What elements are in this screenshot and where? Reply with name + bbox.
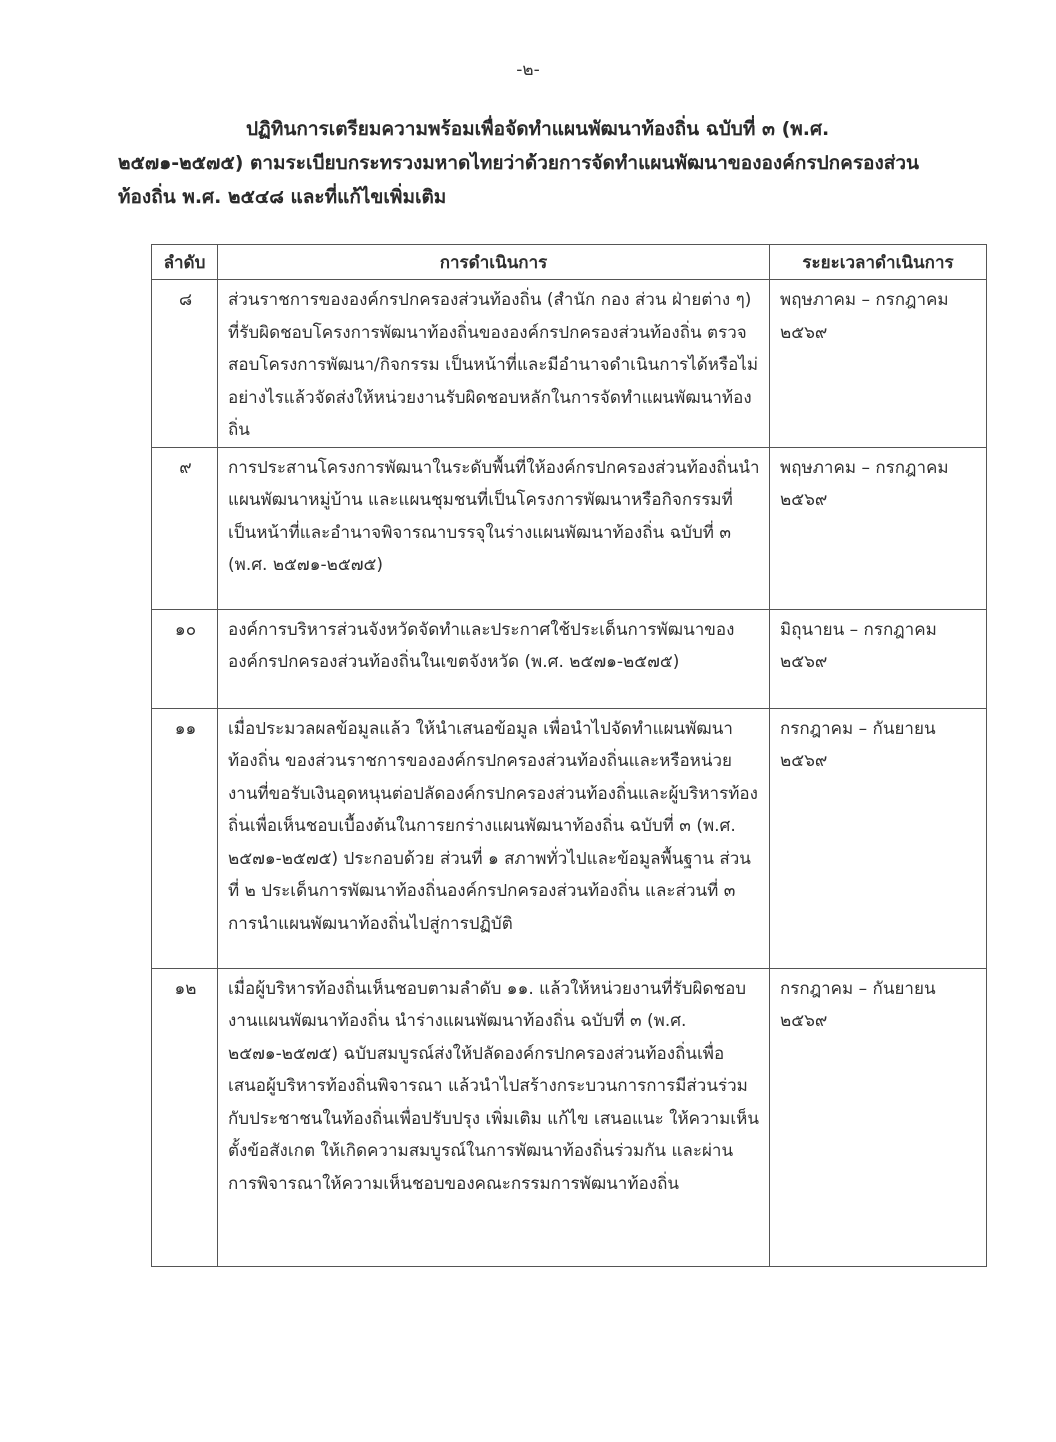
table-row bbox=[152, 708, 987, 968]
row-activity: การประสานโครงการพัฒนาในระดับพื้นที่ให้องค์กรปกครองส่วนท้องถิ่นนำแผนพัฒนาหมู่บ้าน และแผนชุมชนที่เป็นโครงการพัฒนาหรือกิจกรรมที่เป็นหน้าที่และอำนาจพิจารณาบรรจุในร่างแผนพัฒนาท้องถิ่น ฉบับที่ ๓ (พ.ศ. ๒๕๗๑-๒๕๗๕) bbox=[218, 447, 770, 609]
header-no: ลำดับ bbox=[152, 245, 218, 280]
row-period: มิถุนายน – กรกฎาคม ๒๕๖๙ bbox=[770, 609, 987, 708]
page-number: -๒- bbox=[516, 60, 540, 80]
header-period: ระยะเวลาดำเนินการ bbox=[770, 245, 987, 280]
table-row bbox=[152, 609, 987, 708]
row-number: ๑๐ bbox=[152, 609, 218, 708]
row-period: พฤษภาคม – กรกฎาคม ๒๕๖๙ bbox=[770, 447, 987, 609]
row-number: ๑๑ bbox=[152, 708, 218, 968]
row-activity: เมื่อประมวลผลข้อมูลแล้ว ให้นำเสนอข้อมูล เพื่อนำไปจัดทำแผนพัฒนาท้องถิ่น ของส่วนราชการขององค์กรปกครองส่วนท้องถิ่นและหรือหน่วยงานที่ขอรับเงินอุดหนุนต่อปลัดองค์กรปกครองส่วนท้องถิ่นและผู้บริหารท้องถิ่นเพื่อเห็นชอบเบื้องต้นในการยกร่างแผนพัฒนาท้องถิ่น ฉบับที่ ๓ (พ.ศ. ๒๕๗๑-๒๕๗๕) ประกอบด้วย ส่วนที่ ๑ สภาพทั่วไปและข้อมูลพื้นฐาน ส่วนที่ ๒ ประเด็นการพัฒนาท้องถิ่นองค์กรปกครองส่วนท้องถิ่น และส่วนที่ ๓ การนำแผนพัฒนาท้องถิ่นไปสู่การปฏิบัติ bbox=[218, 708, 770, 968]
header-activity: การดำเนินการ bbox=[218, 245, 770, 280]
table-row bbox=[152, 447, 987, 609]
row-period: พฤษภาคม – กรกฎาคม ๒๕๖๙ bbox=[770, 280, 987, 448]
row-period: กรกฎาคม – กันยายน ๒๕๖๙ bbox=[770, 708, 987, 968]
table-row bbox=[152, 968, 987, 1266]
row-activity: เมื่อผู้บริหารท้องถิ่นเห็นชอบตามลำดับ ๑๑. แล้วให้หน่วยงานที่รับผิดชอบงานแผนพัฒนาท้องถิ่น นำร่างแผนพัฒนาท้องถิ่น ฉบับที่ ๓ (พ.ศ. ๒๕๗๑-๒๕๗๕) ฉบับสมบูรณ์ส่งให้ปลัดองค์กรปกครองส่วนท้องถิ่นเพื่อเสนอผู้บริหารท้องถิ่นพิจารณา แล้วนำไปสร้างกระบวนการการมีส่วนร่วมกับประชาชนในท้องถิ่นเพื่อปรับปรุง เพิ่มเติม แก้ไข เสนอแนะ ให้ความเห็น ตั้งข้อสังเกต ให้เกิดความสมบูรณ์ในการพัฒนาท้องถิ่นร่วมกัน และผ่านการพิจารณาให้ความเห็นชอบของคณะกรรมการพัฒนาท้องถิ่น bbox=[218, 968, 770, 1266]
table-row bbox=[152, 280, 987, 448]
row-period: กรกฎาคม – กันยายน ๒๕๖๙ bbox=[770, 968, 987, 1266]
row-number: ๘ bbox=[152, 280, 218, 448]
schedule-table bbox=[151, 244, 987, 1267]
table-header-row bbox=[152, 245, 987, 280]
heading-text: ปฏิทินการเตรียมความพร้อมเพื่อจัดทำแผนพัฒนาท้องถิ่น ฉบับที่ ๓ (พ.ศ. ๒๕๗๑-๒๕๗๕) ตามระเบียบกระทรวงมหาดไทยว่าด้วยการจัดทำแผนพัฒนาขององค์กรปกครองส่วนท้องถิ่น พ.ศ. ๒๕๔๘ และที่แก้ไขเพิ่มเติม bbox=[118, 118, 919, 208]
row-activity: องค์การบริหารส่วนจังหวัดจัดทำและประกาศใช้ประเด็นการพัฒนาขององค์กรปกครองส่วนท้องถิ่นในเขตจังหวัด (พ.ศ. ๒๕๗๑-๒๕๗๕) bbox=[218, 609, 770, 708]
row-activity: ส่วนราชการขององค์กรปกครองส่วนท้องถิ่น (สำนัก กอง ส่วน ฝ่ายต่าง ๆ) ที่รับผิดชอบโครงการพัฒนาท้องถิ่นขององค์กรปกครองส่วนท้องถิ่น ตรวจสอบโครงการพัฒนา/กิจกรรม เป็นหน้าที่และมีอำนาจดำเนินการได้หรือไม่อย่างไรแล้วจัดส่งให้หน่วยงานรับผิดชอบหลักในการจัดทำแผนพัฒนาท้องถิ่น bbox=[218, 280, 770, 448]
row-number: ๑๒ bbox=[152, 968, 218, 1266]
row-number: ๙ bbox=[152, 447, 218, 609]
document-heading bbox=[118, 112, 948, 214]
